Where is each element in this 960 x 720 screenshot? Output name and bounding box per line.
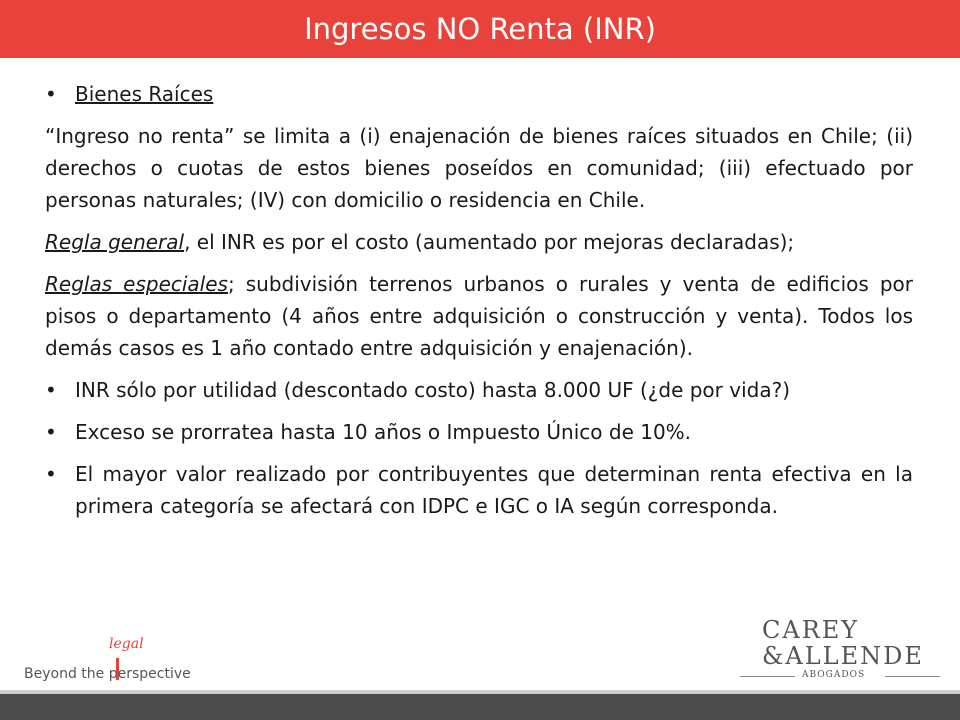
slide-title: Ingresos NO Renta (INR) — [304, 12, 656, 46]
logo-allende: &ALLENDE — [762, 642, 924, 670]
logo-carey: CAREY — [762, 616, 860, 644]
bullet-text: INR sólo por utilidad (descontado costo) hasta 8.000 UF (¿de por vida?) — [75, 378, 790, 402]
beyond-perspective-logo — [24, 636, 214, 688]
logo-tagline: Beyond the perspective — [24, 666, 191, 682]
bullet-dot-icon: • — [45, 378, 57, 402]
bullet-dot-icon: • — [45, 462, 57, 486]
paragraph-special-rules — [45, 268, 913, 364]
general-rule-text: , el INR es por el costo (aumentado por mejoras declaradas); — [184, 230, 795, 254]
footer-strip — [0, 694, 960, 720]
slide-content — [45, 78, 913, 532]
logo-legal-text: legal — [109, 636, 144, 652]
bullet-text: El mayor valor realizado por contribuyentes que determinan renta efectiva en la primera categoría se afectará con IDPC e IGC o IA según corresponda. — [75, 462, 913, 518]
logo-rule-left — [740, 676, 795, 677]
bullet-dot-icon: • — [45, 420, 57, 444]
paragraph-definition: “Ingreso no renta” se limita a (i) enajenación de bienes raíces situados en Chile; (ii) derechos o cuotas de estos bienes poseídos en comunidad; (iii) efectuado por personas naturales; (IV) con domicilio o residencia en Chile. — [45, 124, 913, 212]
paragraph-general-rule — [45, 226, 913, 258]
logo-rule-right — [885, 676, 940, 677]
bullet-item — [45, 458, 913, 522]
special-rules-label: Reglas especiales — [45, 272, 228, 296]
bullet-item — [45, 78, 913, 110]
title-bar — [0, 0, 960, 58]
bullet-item — [45, 374, 913, 406]
logo-abogados: ABOGADOS — [802, 670, 866, 680]
bullet-dot-icon: • — [45, 82, 57, 106]
bullet-item — [45, 416, 913, 448]
carey-allende-logo — [740, 614, 940, 684]
bullet-heading: Bienes Raíces — [75, 82, 214, 106]
bullet-text: Exceso se prorratea hasta 10 años o Impuesto Único de 10%. — [75, 420, 692, 444]
general-rule-label: Regla general — [45, 230, 185, 254]
special-rules-text: ; subdivisión terrenos urbanos o rurales y venta de edificios por pisos o departamento (4 años entre adquisición o construcción y venta). Todos los demás casos es 1 año contado entre adquisición y enajenación). — [45, 272, 913, 360]
